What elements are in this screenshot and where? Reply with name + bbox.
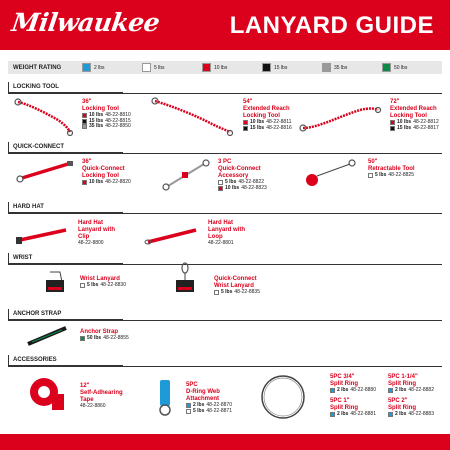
product-name: 5PC 2": [388, 398, 408, 404]
weight-swatch: [330, 388, 335, 393]
spec-weight: 50 lbs: [87, 335, 102, 341]
spec-part-number: 48-22-8815: [105, 117, 131, 124]
section-divider: [8, 93, 442, 94]
product-name: Accessory: [218, 173, 249, 179]
spec-weight: 2 lbs: [395, 411, 407, 417]
spec-weight: 10 lbs: [225, 184, 240, 191]
spec-weight: 2 lbs: [337, 411, 349, 417]
product-name: Wrist Lanyard: [214, 283, 254, 289]
product-name: Hard Hat: [78, 220, 104, 226]
product-hard-hat-loop: [208, 220, 245, 247]
spec-part-number: 48-22-8801: [208, 240, 234, 246]
spec-part-number: 48-22-8850: [105, 123, 131, 129]
locking-tool-36-image: [14, 98, 74, 136]
spec-weight: 2 lbs: [193, 402, 205, 408]
weight-swatch: [390, 126, 395, 131]
spec-part-number: 48-22-8811: [266, 119, 292, 125]
weight-swatch: [214, 290, 219, 295]
product-name: Extended Reach: [390, 106, 437, 112]
product-name: Locking Tool: [82, 173, 119, 179]
product-split-ring-1-1-4: [388, 374, 434, 394]
quick-connect-36-image: [16, 160, 76, 186]
weight-swatch: [82, 113, 87, 118]
product-name: 54": [243, 99, 253, 105]
spec-weight: 5 lbs: [193, 407, 205, 414]
spec-weight: 15 lbs: [397, 124, 412, 131]
product-name: Quick-Connect: [214, 276, 257, 282]
section-divider: [8, 264, 442, 265]
spec-weight: 10 lbs: [89, 112, 104, 118]
spec-weight: 5 lbs: [221, 289, 233, 295]
product-self-adhering-tape: [80, 383, 123, 410]
spec-weight: 5 lbs: [87, 282, 99, 288]
product-name: Wrist Lanyard: [80, 276, 120, 282]
section-wrist: WRIST: [8, 253, 123, 264]
spec-part-number: 48-22-8812: [413, 119, 439, 125]
spec-row: [208, 241, 245, 247]
weight-swatch: [388, 412, 393, 417]
product-locking-tool-72: [390, 99, 439, 131]
spec-part-number: 48-22-8871: [206, 407, 232, 414]
weight-swatch: [382, 63, 391, 72]
section-divider: [8, 366, 442, 367]
product-quick-connect-3pc: [218, 159, 267, 191]
product-name: 5PC 1": [330, 398, 350, 404]
section-accessories: ACCESSORIES: [8, 355, 123, 366]
product-name: Quick-Connect: [218, 166, 261, 172]
product-name: 36": [82, 99, 92, 105]
weight-label: 2 lbs: [94, 64, 105, 71]
spec-weight: 10 lbs: [89, 179, 104, 185]
weight-swatch: [142, 63, 151, 72]
spec-row: [330, 412, 376, 418]
weight-swatch: [218, 180, 223, 185]
product-name: Tape: [80, 397, 94, 403]
product-name: Locking Tool: [243, 113, 280, 119]
weight-item-10lbs: [202, 63, 256, 72]
retractable-tool-image: [302, 158, 362, 190]
product-name: Quick-Connect: [82, 166, 125, 172]
spec-part-number: 48-22-8870: [206, 402, 232, 408]
spec-row: [80, 283, 126, 289]
weight-swatch: [82, 119, 87, 124]
spec-part-number: 48-22-8816: [266, 124, 292, 131]
product-split-ring-3-4: [330, 374, 376, 394]
product-name: Lanyard with: [208, 227, 246, 233]
spec-row: [82, 180, 131, 186]
product-name: 72": [390, 99, 400, 105]
page-title: LANYARD GUIDE: [229, 12, 434, 39]
weight-swatch: [82, 63, 91, 72]
product-name: Extended Reach: [243, 106, 290, 112]
product-name: 5PC 1-1/4": [388, 374, 418, 380]
spec-row: [214, 290, 260, 296]
spec-part-number: 48-22-8880: [350, 387, 376, 393]
footer-banner: [0, 434, 450, 450]
spec-row: [330, 388, 376, 394]
spec-row: [388, 412, 434, 418]
header-banner: [0, 0, 450, 50]
weight-swatch: [202, 63, 211, 72]
spec-row: [243, 126, 292, 132]
weight-label: 15 lbs: [274, 64, 288, 71]
section-divider: [8, 213, 442, 214]
section-anchor-strap: ANCHOR STRAP: [8, 309, 123, 320]
weight-swatch: [243, 126, 248, 131]
hard-hat-clip-image: [14, 222, 72, 246]
product-locking-tool-36: [82, 99, 131, 130]
section-divider: [8, 153, 442, 154]
spec-weight: 2 lbs: [337, 387, 349, 393]
spec-part-number: 48-22-8882: [408, 387, 434, 393]
spec-weight: 5 lbs: [375, 172, 387, 178]
spec-row: [78, 241, 115, 247]
spec-part-number: 48-22-8855: [103, 335, 129, 341]
weight-swatch: [330, 412, 335, 417]
spec-row: [80, 404, 123, 410]
spec-part-number: 48-22-8823: [241, 184, 267, 191]
spec-part-number: 48-22-8883: [408, 411, 434, 417]
spec-row: [80, 336, 129, 342]
quick-connect-wrist-image: [170, 262, 200, 298]
weight-label: 10 lbs: [214, 64, 228, 71]
spec-weight: 2 lbs: [395, 387, 407, 393]
product-split-ring-1: [330, 398, 376, 418]
spec-weight: 10 lbs: [397, 119, 412, 125]
weight-label: 50 lbs: [394, 64, 408, 71]
spec-part-number: 48-22-8810: [105, 112, 131, 118]
weight-label: 5 lbs: [154, 64, 165, 71]
weight-swatch: [390, 120, 395, 125]
weight-swatch: [322, 63, 331, 72]
weight-swatch: [80, 283, 85, 288]
d-ring-attachment-image: [146, 376, 186, 416]
product-anchor-strap: [80, 329, 129, 342]
section-quick-connect: QUICK-CONNECT: [8, 142, 123, 153]
spec-part-number: 48-22-8817: [413, 124, 439, 131]
weight-swatch: [186, 403, 191, 408]
wrist-lanyard-image: [40, 268, 70, 298]
product-name: Hard Hat: [208, 220, 234, 226]
weight-swatch: [82, 180, 87, 185]
weight-item-5lbs: [142, 63, 196, 72]
product-name: Anchor Strap: [80, 329, 119, 335]
weight-item-15lbs: [262, 63, 316, 72]
locking-tool-54-image: [152, 98, 232, 136]
product-name: Locking Tool: [82, 106, 119, 112]
product-name: 5PC 3/4": [330, 374, 355, 380]
weight-rating-title: WEIGHT RATING: [13, 64, 62, 71]
product-name: Split Ring: [388, 381, 416, 387]
weight-swatch: [82, 124, 87, 129]
product-name: Retractable Tool: [368, 166, 415, 172]
spec-weight: 15 lbs: [250, 124, 265, 131]
product-name: 50": [368, 159, 378, 165]
weight-item-35lbs: [322, 63, 376, 72]
product-quick-connect-36: [82, 159, 131, 186]
spec-part-number: 48-22-8825: [388, 172, 414, 178]
split-ring-image: [258, 372, 308, 422]
weight-label: 35 lbs: [334, 64, 348, 71]
spec-part-number: 48-22-8830: [100, 282, 126, 288]
product-quick-connect-wrist: [214, 276, 260, 296]
weight-item-50lbs: [382, 63, 436, 72]
product-locking-tool-54: [243, 99, 292, 131]
product-name: Clip: [78, 234, 90, 240]
spec-row: [82, 124, 131, 130]
anchor-strap-image: [22, 324, 72, 348]
product-name: Attachment: [186, 396, 220, 402]
quick-connect-accessory-image: [160, 158, 215, 190]
product-name: Loop: [208, 234, 223, 240]
weight-swatch: [262, 63, 271, 72]
product-name: Self-Adhearing: [80, 390, 123, 396]
product-name: Split Ring: [388, 405, 416, 411]
spec-row: [218, 186, 267, 192]
weight-swatch: [388, 388, 393, 393]
spec-part-number: 48-22-8822: [238, 179, 264, 185]
spec-part-number: 48-22-8860: [80, 403, 106, 409]
weight-rating-legend: [8, 61, 442, 74]
spec-row: [368, 173, 415, 179]
product-name: 5PC: [186, 382, 198, 388]
weight-item-2lbs: [82, 63, 136, 72]
product-hard-hat-clip: [78, 220, 115, 247]
spec-weight: 15 lbs: [89, 117, 104, 124]
product-retractable-tool: [368, 159, 415, 179]
spec-part-number: 48-22-8820: [105, 179, 131, 185]
spec-part-number: 48-22-8881: [350, 411, 376, 417]
spec-row: [390, 126, 439, 132]
weight-swatch: [368, 173, 373, 178]
product-name: Split Ring: [330, 381, 358, 387]
product-name: 12": [80, 383, 90, 389]
product-name: 3 PC: [218, 159, 232, 165]
product-wrist-lanyard: [80, 276, 126, 289]
section-locking-tool: LOCKING TOOL: [8, 82, 123, 93]
spec-weight: 35 lbs: [89, 123, 104, 129]
product-name: Lanyard with: [78, 227, 116, 233]
product-name: Locking Tool: [390, 113, 427, 119]
spec-part-number: 48-22-8835: [234, 289, 260, 295]
product-name: Split Ring: [330, 405, 358, 411]
weight-swatch: [80, 336, 85, 341]
weight-swatch: [243, 120, 248, 125]
product-split-ring-2: [388, 398, 434, 418]
spec-row: [186, 409, 232, 415]
product-d-ring-attachment: [186, 382, 232, 414]
product-name: 36": [82, 159, 92, 165]
weight-swatch: [218, 186, 223, 191]
self-adhering-tape-image: [26, 372, 66, 412]
section-divider: [8, 320, 442, 321]
weight-swatch: [186, 409, 191, 414]
spec-weight: 10 lbs: [250, 119, 265, 125]
spec-part-number: 48-22-8800: [78, 240, 104, 246]
locking-tool-72-image: [300, 102, 380, 134]
product-name: D-Ring Web: [186, 389, 220, 395]
hard-hat-loop-image: [142, 222, 202, 246]
milwaukee-logo: Milwaukee: [9, 8, 162, 37]
spec-row: [388, 388, 434, 394]
spec-weight: 5 lbs: [225, 179, 237, 185]
section-hard-hat: HARD HAT: [8, 202, 123, 213]
